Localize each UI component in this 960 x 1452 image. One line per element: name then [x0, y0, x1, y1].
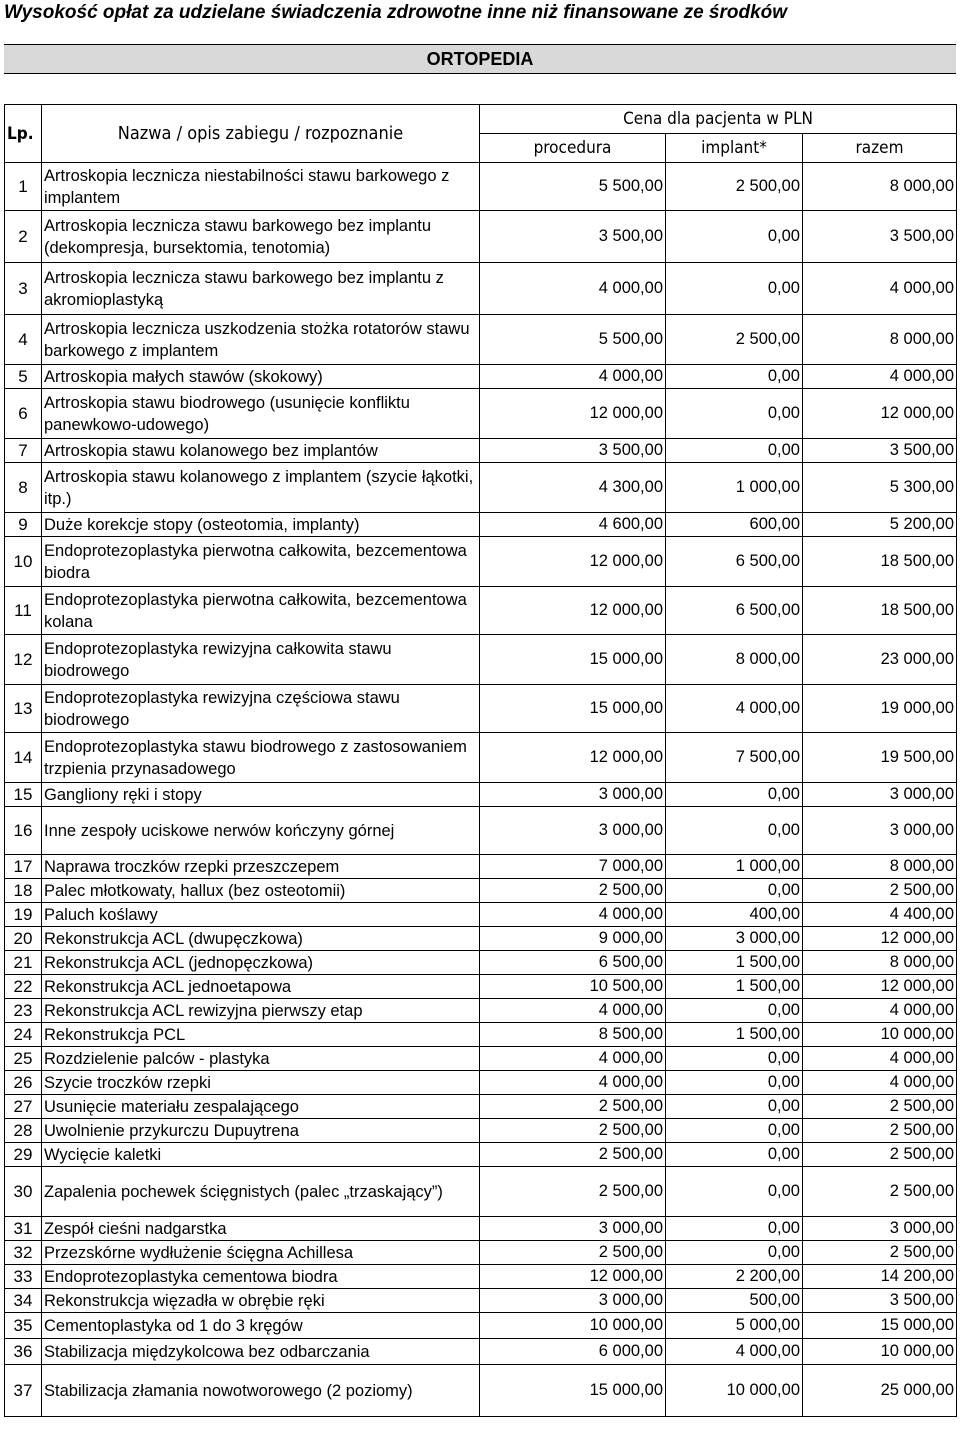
total-price: 19 500,00 — [803, 733, 957, 783]
total-price: 23 000,00 — [803, 635, 957, 685]
procedura-price: 3 000,00 — [480, 807, 666, 855]
row-number: 32 — [5, 1241, 42, 1265]
total-price: 2 500,00 — [803, 1167, 957, 1217]
row-number: 7 — [5, 439, 42, 463]
total-price: 4 000,00 — [803, 999, 957, 1023]
implant-price: 0,00 — [666, 1047, 803, 1071]
total-price: 12 000,00 — [803, 975, 957, 999]
row-number: 6 — [5, 389, 42, 439]
procedure-name: Zapalenia pochewek ścięgnistych (palec „trzaskający”) — [42, 1167, 480, 1217]
procedura-price: 10 500,00 — [480, 975, 666, 999]
procedure-name: Gangliony ręki i stopy — [42, 783, 480, 807]
total-price: 8 000,00 — [803, 163, 957, 211]
price-table — [4, 104, 957, 1417]
implant-price: 400,00 — [666, 903, 803, 927]
table-body — [5, 163, 957, 1417]
total-price: 18 500,00 — [803, 537, 957, 587]
procedura-price: 6 000,00 — [480, 1339, 666, 1365]
table-row — [5, 927, 957, 951]
row-number: 25 — [5, 1047, 42, 1071]
table-row — [5, 635, 957, 685]
total-price: 3 000,00 — [803, 783, 957, 807]
row-number: 9 — [5, 513, 42, 537]
procedura-price: 9 000,00 — [480, 927, 666, 951]
row-number: 19 — [5, 903, 42, 927]
total-price: 3 000,00 — [803, 1217, 957, 1241]
procedura-price: 12 000,00 — [480, 733, 666, 783]
row-number: 3 — [5, 263, 42, 315]
row-number: 34 — [5, 1289, 42, 1313]
table-row — [5, 1167, 957, 1217]
row-number: 17 — [5, 855, 42, 879]
table-row — [5, 439, 957, 463]
table-row — [5, 315, 957, 365]
table-row — [5, 903, 957, 927]
row-number: 5 — [5, 365, 42, 389]
procedura-price: 12 000,00 — [480, 587, 666, 635]
procedura-price: 12 000,00 — [480, 537, 666, 587]
procedure-name: Uwolnienie przykurczu Dupuytrena — [42, 1119, 480, 1143]
table-row — [5, 1241, 957, 1265]
procedure-name: Endoprotezoplastyka cementowa biodra — [42, 1265, 480, 1289]
procedure-name: Stabilizacja złamania nowotworowego (2 poziomy) — [42, 1365, 480, 1417]
row-number: 12 — [5, 635, 42, 685]
total-price: 12 000,00 — [803, 927, 957, 951]
procedure-name: Rekonstrukcja ACL rewizyjna pierwszy etap — [42, 999, 480, 1023]
implant-price: 0,00 — [666, 1143, 803, 1167]
procedura-price: 4 300,00 — [480, 463, 666, 513]
table-row — [5, 1047, 957, 1071]
table-row — [5, 951, 957, 975]
row-number: 20 — [5, 927, 42, 951]
procedure-name: Artroskopia lecznicza stawu barkowego bez implantu (dekompresja, bursektomia, tenotomia) — [42, 211, 480, 263]
table-row — [5, 1119, 957, 1143]
procedure-name: Paluch koślawy — [42, 903, 480, 927]
procedure-name: Rekonstrukcja ACL (dwupęczkowa) — [42, 927, 480, 951]
procedure-name: Przezskórne wydłużenie ścięgna Achillesa — [42, 1241, 480, 1265]
row-number: 1 — [5, 163, 42, 211]
procedura-price: 4 000,00 — [480, 263, 666, 315]
table-row — [5, 365, 957, 389]
procedure-name: Endoprotezoplastyka pierwotna całkowita, bezcementowa kolana — [42, 587, 480, 635]
row-number: 29 — [5, 1143, 42, 1167]
row-number: 22 — [5, 975, 42, 999]
procedura-price: 2 500,00 — [480, 879, 666, 903]
table-row — [5, 879, 957, 903]
row-number: 4 — [5, 315, 42, 365]
table-row — [5, 855, 957, 879]
row-number: 2 — [5, 211, 42, 263]
implant-price: 0,00 — [666, 807, 803, 855]
procedure-name: Rekonstrukcja ACL (jednopęczkowa) — [42, 951, 480, 975]
implant-price: 0,00 — [666, 1095, 803, 1119]
procedure-name: Palec młotkowaty, hallux (bez osteotomii) — [42, 879, 480, 903]
procedura-price: 4 000,00 — [480, 999, 666, 1023]
implant-price: 1 000,00 — [666, 855, 803, 879]
procedura-price: 7 000,00 — [480, 855, 666, 879]
procedure-name: Artroskopia lecznicza stawu barkowego bez implantu z akromioplastyką — [42, 263, 480, 315]
procedura-price: 4 000,00 — [480, 1071, 666, 1095]
procedura-price: 3 500,00 — [480, 211, 666, 263]
procedura-price: 4 000,00 — [480, 903, 666, 927]
procedura-price: 2 500,00 — [480, 1119, 666, 1143]
procedure-name: Artroskopia stawu kolanowego bez implantów — [42, 439, 480, 463]
implant-price: 0,00 — [666, 1071, 803, 1095]
table-row — [5, 513, 957, 537]
total-price: 3 500,00 — [803, 439, 957, 463]
procedura-price: 5 500,00 — [480, 163, 666, 211]
table-row — [5, 1289, 957, 1313]
table-row — [5, 1265, 957, 1289]
procedure-name: Artroskopia lecznicza niestabilności stawu barkowego z implantem — [42, 163, 480, 211]
total-price: 8 000,00 — [803, 855, 957, 879]
table-row — [5, 263, 957, 315]
table-row — [5, 975, 957, 999]
total-price: 4 400,00 — [803, 903, 957, 927]
procedure-name: Duże korekcje stopy (osteotomia, implanty) — [42, 513, 480, 537]
row-number: 11 — [5, 587, 42, 635]
row-number: 33 — [5, 1265, 42, 1289]
procedura-price: 2 500,00 — [480, 1241, 666, 1265]
procedura-price: 2 500,00 — [480, 1143, 666, 1167]
implant-price: 0,00 — [666, 389, 803, 439]
procedura-price: 8 500,00 — [480, 1023, 666, 1047]
lp-header: Lp. — [5, 105, 42, 163]
procedure-name: Artroskopia stawu kolanowego z implantem (szycie łąkotki, itp.) — [42, 463, 480, 513]
total-price: 18 500,00 — [803, 587, 957, 635]
total-price: 2 500,00 — [803, 1119, 957, 1143]
row-number: 23 — [5, 999, 42, 1023]
table-row — [5, 1365, 957, 1417]
total-price: 15 000,00 — [803, 1313, 957, 1339]
implant-price: 1 000,00 — [666, 463, 803, 513]
implant-price: 2 500,00 — [666, 163, 803, 211]
implant-price: 2 200,00 — [666, 1265, 803, 1289]
procedura-price: 4 600,00 — [480, 513, 666, 537]
procedure-name: Zespół cieśni nadgarstka — [42, 1217, 480, 1241]
table-row — [5, 1023, 957, 1047]
procedura-price: 5 500,00 — [480, 315, 666, 365]
procedure-name: Stabilizacja międzykolcowa bez odbarczania — [42, 1339, 480, 1365]
table-row — [5, 685, 957, 733]
section-header: ORTOPEDIA — [4, 44, 956, 74]
total-price: 3 500,00 — [803, 1289, 957, 1313]
procedure-name: Inne zespoły uciskowe nerwów kończyny górnej — [42, 807, 480, 855]
total-price: 10 000,00 — [803, 1339, 957, 1365]
total-price: 25 000,00 — [803, 1365, 957, 1417]
procedure-name: Artroskopia lecznicza uszkodzenia stożka rotatorów stawu barkowego z implantem — [42, 315, 480, 365]
table-row — [5, 1071, 957, 1095]
total-price: 4 000,00 — [803, 365, 957, 389]
procedure-name: Rekonstrukcja PCL — [42, 1023, 480, 1047]
table-row — [5, 1143, 957, 1167]
total-price: 8 000,00 — [803, 315, 957, 365]
procedure-name: Endoprotezoplastyka rewizyjna całkowita stawu biodrowego — [42, 635, 480, 685]
total-price: 2 500,00 — [803, 879, 957, 903]
table-row — [5, 587, 957, 635]
total-price: 4 000,00 — [803, 1047, 957, 1071]
row-number: 35 — [5, 1313, 42, 1339]
total-price: 19 000,00 — [803, 685, 957, 733]
total-price: 2 500,00 — [803, 1241, 957, 1265]
row-number: 18 — [5, 879, 42, 903]
total-price: 2 500,00 — [803, 1143, 957, 1167]
row-number: 31 — [5, 1217, 42, 1241]
implant-price: 8 000,00 — [666, 635, 803, 685]
implant-price: 0,00 — [666, 365, 803, 389]
implant-price: 0,00 — [666, 439, 803, 463]
table-row — [5, 537, 957, 587]
procedure-name: Rozdzielenie palców - plastyka — [42, 1047, 480, 1071]
row-number: 8 — [5, 463, 42, 513]
row-number: 28 — [5, 1119, 42, 1143]
table-row — [5, 463, 957, 513]
implant-price: 1 500,00 — [666, 975, 803, 999]
implant-price: 0,00 — [666, 1241, 803, 1265]
total-price: 3 500,00 — [803, 211, 957, 263]
row-number: 36 — [5, 1339, 42, 1365]
total-price: 12 000,00 — [803, 389, 957, 439]
implant-price: 0,00 — [666, 1217, 803, 1241]
implant-price: 10 000,00 — [666, 1365, 803, 1417]
implant-price: 0,00 — [666, 1119, 803, 1143]
total-price: 4 000,00 — [803, 1071, 957, 1095]
procedure-name: Endoprotezoplastyka rewizyjna częściowa stawu biodrowego — [42, 685, 480, 733]
row-number: 13 — [5, 685, 42, 733]
table-row — [5, 807, 957, 855]
procedura-price: 4 000,00 — [480, 365, 666, 389]
row-number: 26 — [5, 1071, 42, 1095]
name-header: Nazwa / opis zabiegu / rozpoznanie — [42, 105, 480, 163]
procedura-price: 2 500,00 — [480, 1167, 666, 1217]
procedura-price: 2 500,00 — [480, 1095, 666, 1119]
table-row — [5, 1217, 957, 1241]
implant-price: 4 000,00 — [666, 685, 803, 733]
implant-price: 7 500,00 — [666, 733, 803, 783]
total-price: 3 000,00 — [803, 807, 957, 855]
implant-price: 5 000,00 — [666, 1313, 803, 1339]
table-row — [5, 389, 957, 439]
implant-price: 0,00 — [666, 263, 803, 315]
table-row — [5, 783, 957, 807]
procedure-name: Szycie troczków rzepki — [42, 1071, 480, 1095]
total-price: 14 200,00 — [803, 1265, 957, 1289]
procedura-price: 3 000,00 — [480, 783, 666, 807]
row-number: 24 — [5, 1023, 42, 1047]
procedura-price: 3 000,00 — [480, 1217, 666, 1241]
document-title: Wysokość opłat za udzielane świadczenia zdrowotne inne niż finansowane ze środków — [4, 2, 788, 23]
total-price: 2 500,00 — [803, 1095, 957, 1119]
procedure-name: Artroskopia stawu biodrowego (usunięcie konfliktu panewkowo-udowego) — [42, 389, 480, 439]
procedure-name: Usunięcie materiału zespalającego — [42, 1095, 480, 1119]
procedura-price: 12 000,00 — [480, 1265, 666, 1289]
procedura-price: 3 500,00 — [480, 439, 666, 463]
procedure-name: Artroskopia małych stawów (skokowy) — [42, 365, 480, 389]
total-price: 10 000,00 — [803, 1023, 957, 1047]
razem-header: razem — [803, 134, 957, 163]
total-price: 5 300,00 — [803, 463, 957, 513]
total-price: 5 200,00 — [803, 513, 957, 537]
row-number: 27 — [5, 1095, 42, 1119]
procedura-price: 15 000,00 — [480, 635, 666, 685]
procedure-name: Cementoplastyka od 1 do 3 kręgów — [42, 1313, 480, 1339]
row-number: 30 — [5, 1167, 42, 1217]
procedure-name: Endoprotezoplastyka pierwotna całkowita, bezcementowa biodra — [42, 537, 480, 587]
table-row — [5, 163, 957, 211]
row-number: 21 — [5, 951, 42, 975]
implant-price: 3 000,00 — [666, 927, 803, 951]
implant-price: 0,00 — [666, 783, 803, 807]
implant-price: 1 500,00 — [666, 951, 803, 975]
procedura-price: 12 000,00 — [480, 389, 666, 439]
implant-price: 2 500,00 — [666, 315, 803, 365]
implant-header: implant* — [666, 134, 803, 163]
procedure-name: Rekonstrukcja ACL jednoetapowa — [42, 975, 480, 999]
procedura-price: 6 500,00 — [480, 951, 666, 975]
implant-price: 0,00 — [666, 879, 803, 903]
row-number: 16 — [5, 807, 42, 855]
total-price: 4 000,00 — [803, 263, 957, 315]
procedura-price: 3 000,00 — [480, 1289, 666, 1313]
price-group-header: Cena dla pacjenta w PLN — [480, 105, 957, 134]
procedure-name: Endoprotezoplastyka stawu biodrowego z zastosowaniem trzpienia przynasadowego — [42, 733, 480, 783]
procedure-name: Rekonstrukcja więzadła w obrębie ręki — [42, 1289, 480, 1313]
row-number: 15 — [5, 783, 42, 807]
table-row — [5, 1095, 957, 1119]
row-number: 37 — [5, 1365, 42, 1417]
procedura-price: 15 000,00 — [480, 685, 666, 733]
table-row — [5, 999, 957, 1023]
procedura-price: 15 000,00 — [480, 1365, 666, 1417]
procedura-price: 10 000,00 — [480, 1313, 666, 1339]
implant-price: 1 500,00 — [666, 1023, 803, 1047]
procedure-name: Wycięcie kaletki — [42, 1143, 480, 1167]
table-row — [5, 733, 957, 783]
implant-price: 0,00 — [666, 211, 803, 263]
table-row — [5, 211, 957, 263]
procedure-name: Naprawa troczków rzepki przeszczepem — [42, 855, 480, 879]
implant-price: 6 500,00 — [666, 587, 803, 635]
header-row — [5, 105, 957, 134]
implant-price: 6 500,00 — [666, 537, 803, 587]
implant-price: 500,00 — [666, 1289, 803, 1313]
implant-price: 600,00 — [666, 513, 803, 537]
row-number: 10 — [5, 537, 42, 587]
procedura-header: procedura — [480, 134, 666, 163]
procedura-price: 4 000,00 — [480, 1047, 666, 1071]
row-number: 14 — [5, 733, 42, 783]
table-row — [5, 1313, 957, 1339]
total-price: 8 000,00 — [803, 951, 957, 975]
implant-price: 0,00 — [666, 999, 803, 1023]
table-row — [5, 1339, 957, 1365]
implant-price: 4 000,00 — [666, 1339, 803, 1365]
implant-price: 0,00 — [666, 1167, 803, 1217]
